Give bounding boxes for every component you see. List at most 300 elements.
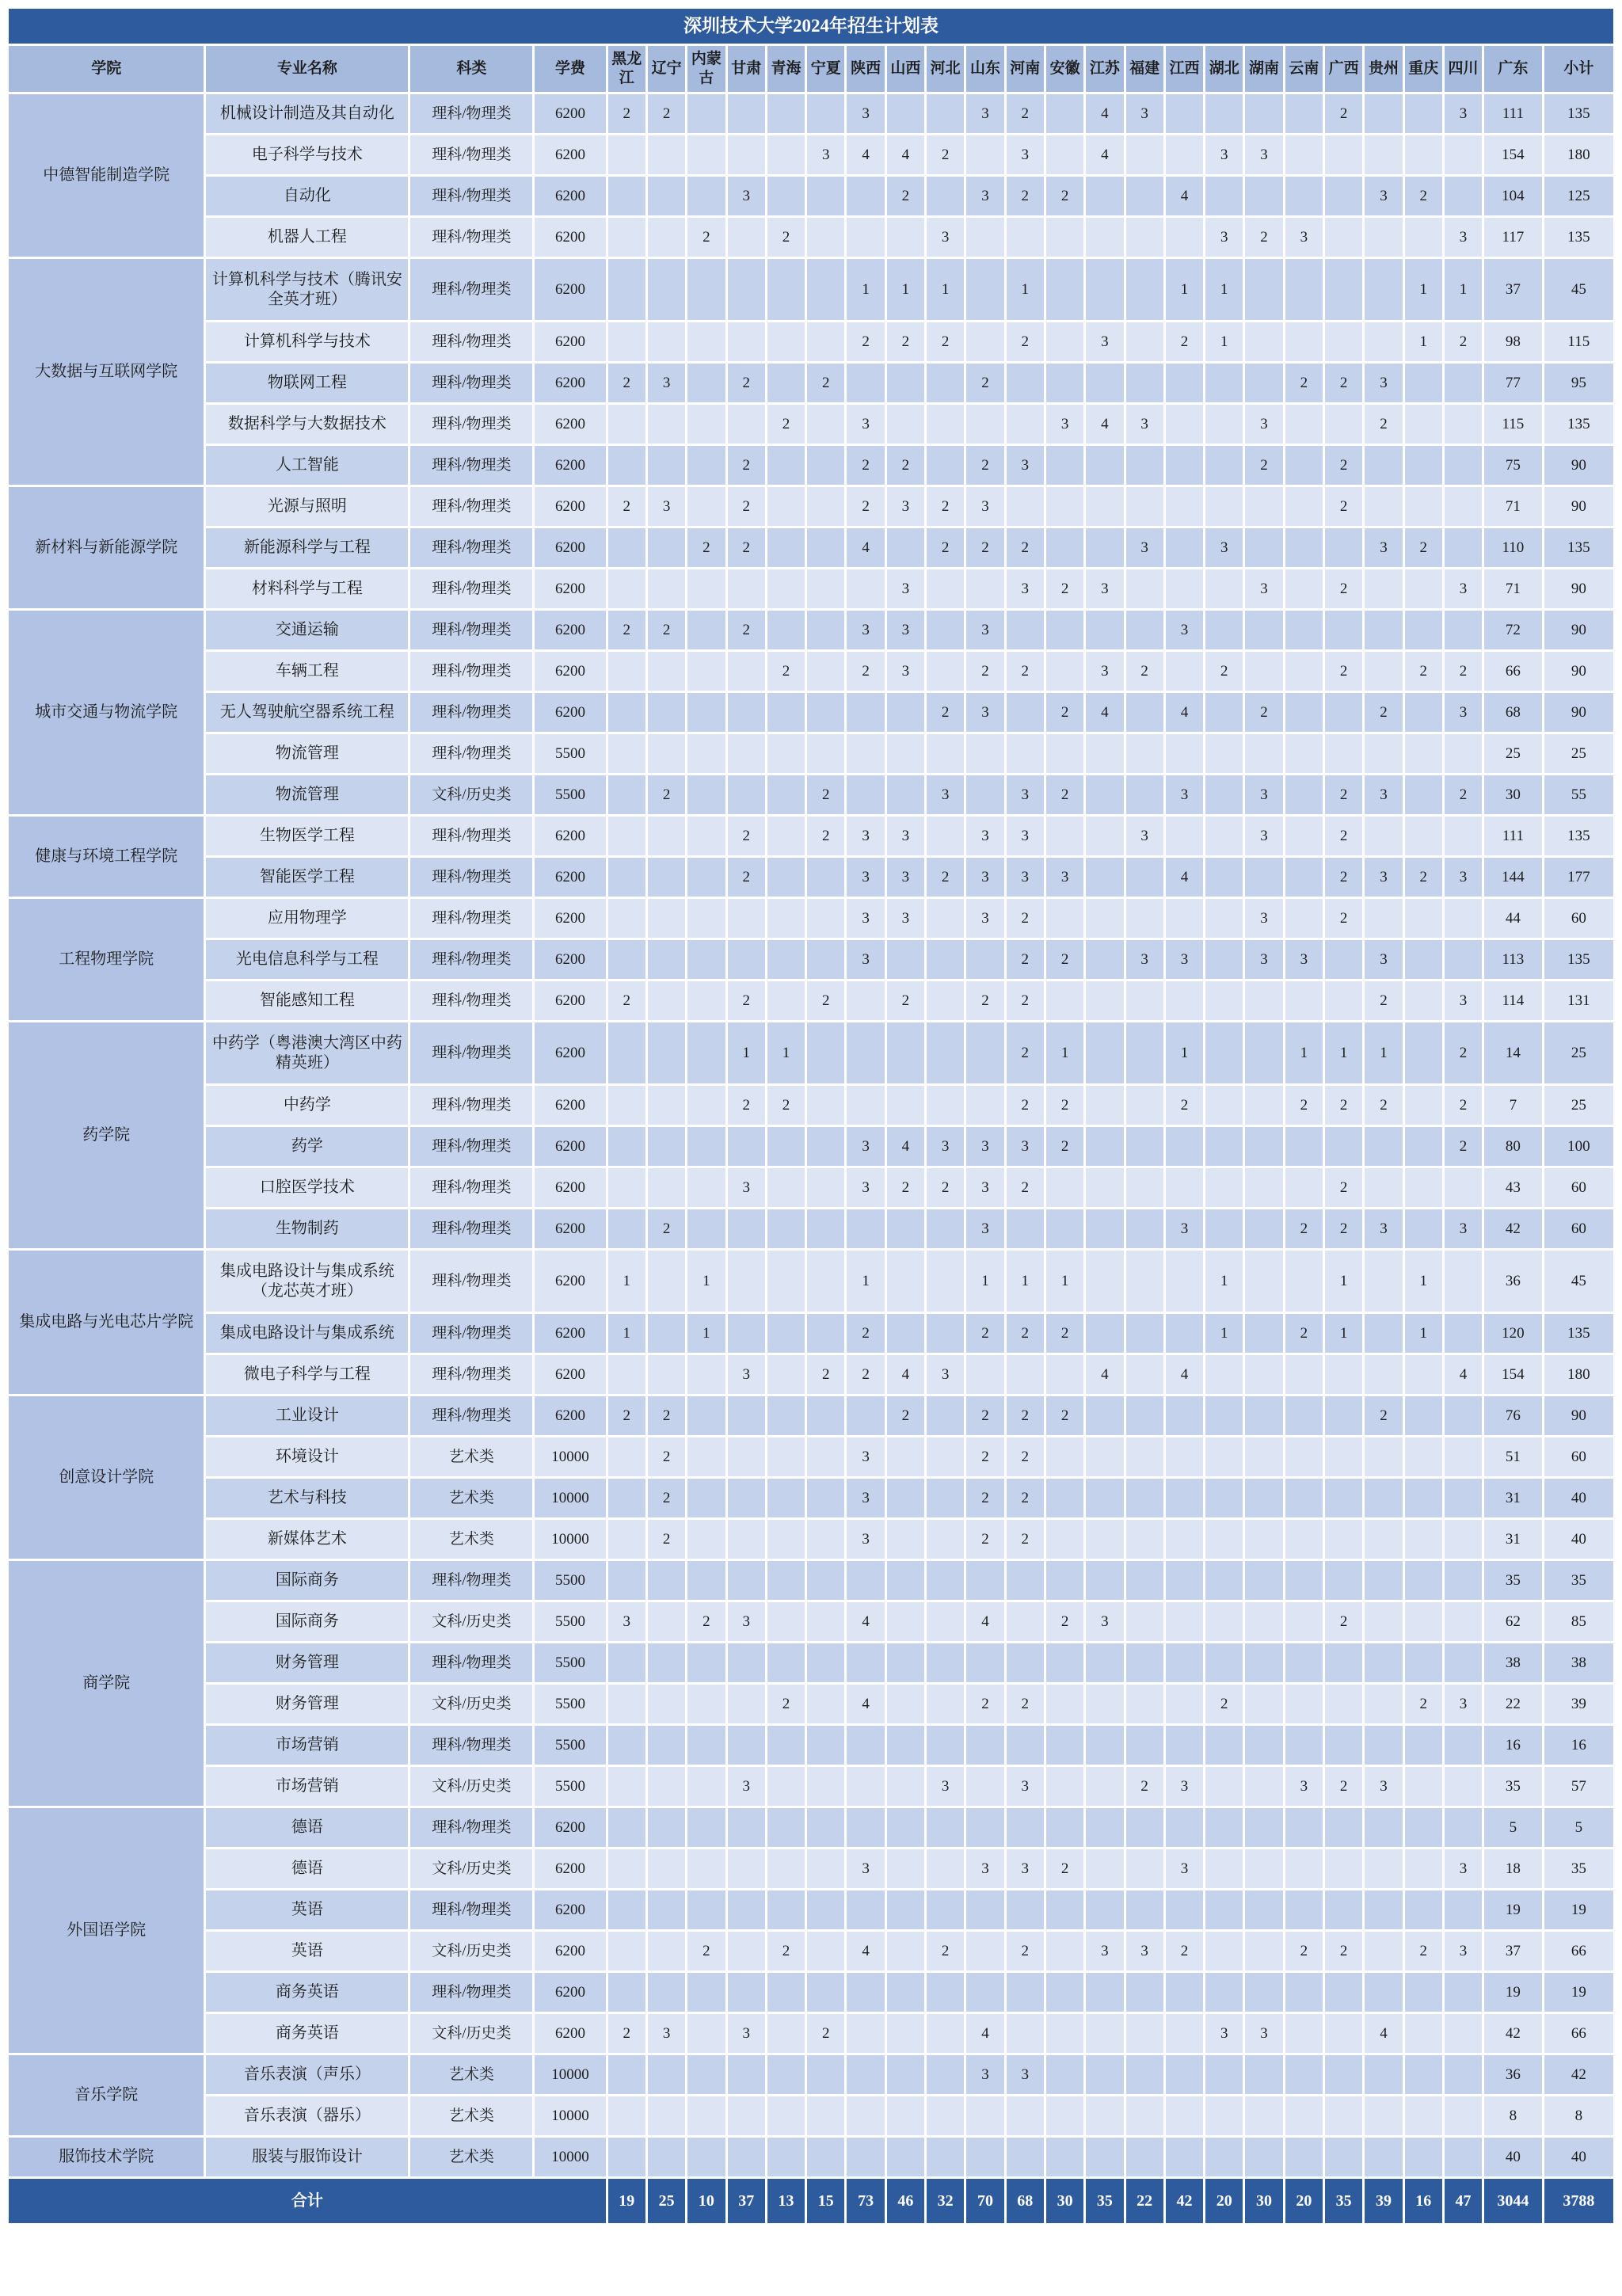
value-cell	[1085, 258, 1125, 322]
value-cell	[1085, 1395, 1125, 1437]
value-cell	[926, 1849, 965, 1890]
value-cell	[1205, 1725, 1244, 1766]
value-cell: 3	[1045, 404, 1084, 445]
value-cell	[806, 1807, 846, 1849]
value-cell: 2	[885, 445, 925, 486]
value-cell: 3	[965, 1167, 1005, 1209]
value-cell	[926, 569, 965, 610]
value-cell: 36	[1483, 1250, 1543, 1313]
value-cell: 3	[846, 93, 885, 135]
value-cell: 90	[1543, 692, 1614, 733]
total-label: 合计	[8, 2178, 607, 2225]
table-row	[8, 569, 1615, 610]
value-cell: 2	[1443, 775, 1483, 816]
value-cell: 110	[1483, 527, 1543, 569]
value-cell: 44	[1483, 898, 1543, 939]
value-cell	[1244, 322, 1284, 363]
value-cell	[1005, 404, 1045, 445]
value-cell	[766, 980, 805, 1022]
value-cell: 3	[1005, 816, 1045, 857]
value-cell: 3	[1244, 2013, 1284, 2054]
value-cell	[965, 258, 1005, 322]
value-cell	[1443, 486, 1483, 527]
major-cell: 艺术与科技	[205, 1478, 409, 1519]
value-cell	[1045, 898, 1084, 939]
category-cell: 理科/物理类	[409, 363, 534, 404]
value-cell: 98	[1483, 322, 1543, 363]
table-row	[8, 1643, 1615, 1684]
value-cell	[726, 1313, 766, 1354]
value-cell: 2	[1324, 445, 1364, 486]
value-cell	[1125, 610, 1164, 651]
value-cell	[1205, 569, 1244, 610]
value-cell: 4	[1085, 93, 1125, 135]
value-cell: 40	[1483, 2137, 1543, 2178]
value-cell	[1324, 2013, 1364, 2054]
value-cell: 2	[846, 1313, 885, 1354]
total-cell: 37	[726, 2178, 766, 2225]
value-cell	[687, 1972, 726, 2013]
value-cell	[1403, 1519, 1443, 1560]
value-cell	[1364, 445, 1403, 486]
value-cell	[1164, 816, 1204, 857]
value-cell	[726, 898, 766, 939]
major-cell: 英语	[205, 1890, 409, 1931]
value-cell: 1	[1284, 1022, 1323, 1085]
value-cell	[1364, 486, 1403, 527]
total-cell: 3788	[1543, 2178, 1614, 2225]
value-cell	[1125, 1437, 1164, 1478]
value-cell: 2	[1284, 1209, 1323, 1250]
value-cell	[1005, 1972, 1045, 2013]
value-cell	[1324, 1972, 1364, 2013]
value-cell	[926, 1684, 965, 1725]
value-cell: 2	[1324, 857, 1364, 898]
value-cell	[607, 775, 646, 816]
value-cell	[726, 2137, 766, 2178]
value-cell: 3	[846, 939, 885, 980]
value-cell	[646, 1167, 686, 1209]
value-cell	[766, 258, 805, 322]
value-cell: 3	[1244, 569, 1284, 610]
column-header: 四川	[1443, 45, 1483, 93]
value-cell	[926, 1478, 965, 1519]
value-cell	[1443, 2137, 1483, 2178]
value-cell: 135	[1543, 527, 1614, 569]
value-cell: 3	[1085, 1931, 1125, 1972]
table-row	[8, 1437, 1615, 1478]
major-cell: 药学	[205, 1126, 409, 1167]
tuition-cell: 5500	[534, 775, 607, 816]
category-cell: 理科/物理类	[409, 1807, 534, 1849]
value-cell	[1284, 258, 1323, 322]
value-cell: 19	[1543, 1972, 1614, 2013]
value-cell: 2	[1005, 651, 1045, 692]
value-cell: 60	[1543, 898, 1614, 939]
major-cell: 音乐表演（声乐）	[205, 2054, 409, 2096]
value-cell	[965, 135, 1005, 176]
value-cell	[1443, 939, 1483, 980]
tuition-cell: 10000	[534, 1519, 607, 1560]
value-cell: 60	[1543, 1437, 1614, 1478]
value-cell	[1045, 527, 1084, 569]
value-cell: 2	[726, 857, 766, 898]
value-cell	[1364, 733, 1403, 775]
category-cell: 理科/物理类	[409, 569, 534, 610]
value-cell	[1125, 2096, 1164, 2137]
value-cell	[1085, 1209, 1125, 1250]
value-cell	[1244, 2137, 1284, 2178]
value-cell	[1364, 1313, 1403, 1354]
value-cell: 2	[965, 527, 1005, 569]
category-cell: 理科/物理类	[409, 1890, 534, 1931]
value-cell	[1443, 1395, 1483, 1437]
value-cell	[646, 2137, 686, 2178]
value-cell: 2	[1005, 1684, 1045, 1725]
category-cell: 理科/物理类	[409, 1725, 534, 1766]
value-cell	[766, 2054, 805, 2096]
value-cell	[687, 1478, 726, 1519]
value-cell: 3	[1005, 1766, 1045, 1807]
value-cell: 2	[1324, 651, 1364, 692]
value-cell	[965, 1643, 1005, 1684]
value-cell: 2	[1164, 1931, 1204, 1972]
value-cell: 3	[726, 1354, 766, 1395]
major-cell: 机械设计制造及其自动化	[205, 93, 409, 135]
value-cell: 2	[926, 1167, 965, 1209]
value-cell	[965, 1085, 1005, 1126]
value-cell: 2	[1205, 651, 1244, 692]
value-cell: 3	[1125, 527, 1164, 569]
value-cell: 90	[1543, 610, 1614, 651]
value-cell	[1205, 1931, 1244, 1972]
value-cell	[687, 2137, 726, 2178]
value-cell	[1045, 1766, 1084, 1807]
value-cell	[965, 404, 1005, 445]
value-cell	[1244, 1972, 1284, 2013]
value-cell	[1005, 1890, 1045, 1931]
value-cell	[885, 1022, 925, 1085]
value-cell	[1324, 217, 1364, 258]
value-cell: 2	[646, 775, 686, 816]
value-cell: 2	[1324, 93, 1364, 135]
value-cell	[1403, 1560, 1443, 1601]
value-cell	[646, 733, 686, 775]
table-row	[8, 363, 1615, 404]
value-cell	[846, 363, 885, 404]
value-cell	[687, 1890, 726, 1931]
value-cell	[646, 939, 686, 980]
value-cell: 55	[1543, 775, 1614, 816]
value-cell	[1403, 1478, 1443, 1519]
table-row	[8, 692, 1615, 733]
category-cell: 文科/历史类	[409, 1766, 534, 1807]
value-cell	[1403, 1395, 1443, 1437]
value-cell: 25	[1543, 733, 1614, 775]
value-cell	[1125, 1209, 1164, 1250]
value-cell	[1403, 363, 1443, 404]
value-cell: 2	[965, 1395, 1005, 1437]
value-cell: 2	[846, 445, 885, 486]
value-cell: 3	[1164, 1209, 1204, 1250]
value-cell	[1205, 1519, 1244, 1560]
value-cell	[726, 775, 766, 816]
value-cell	[1364, 2137, 1403, 2178]
value-cell: 1	[1205, 1250, 1244, 1313]
value-cell	[1403, 1085, 1443, 1126]
value-cell	[646, 1560, 686, 1601]
value-cell	[607, 1126, 646, 1167]
value-cell: 2	[1364, 1085, 1403, 1126]
value-cell: 135	[1543, 816, 1614, 857]
value-cell: 113	[1483, 939, 1543, 980]
value-cell	[926, 176, 965, 217]
category-cell: 理科/物理类	[409, 651, 534, 692]
value-cell	[1403, 445, 1443, 486]
value-cell	[926, 404, 965, 445]
value-cell	[1045, 135, 1084, 176]
value-cell	[687, 898, 726, 939]
value-cell	[1045, 1890, 1084, 1931]
value-cell: 3	[726, 176, 766, 217]
value-cell: 2	[1045, 1126, 1084, 1167]
value-cell	[1205, 176, 1244, 217]
major-cell: 人工智能	[205, 445, 409, 486]
value-cell	[1284, 445, 1323, 486]
value-cell: 125	[1543, 176, 1614, 217]
value-cell	[1403, 898, 1443, 939]
value-cell	[1005, 1601, 1045, 1643]
value-cell	[1045, 1209, 1084, 1250]
tuition-cell: 6200	[534, 1807, 607, 1849]
value-cell	[965, 569, 1005, 610]
value-cell	[1324, 1354, 1364, 1395]
value-cell	[646, 1313, 686, 1354]
value-cell	[1125, 1167, 1164, 1209]
value-cell	[1205, 1395, 1244, 1437]
value-cell	[1205, 1167, 1244, 1209]
table-row	[8, 2096, 1615, 2137]
table-row	[8, 1209, 1615, 1250]
value-cell: 16	[1543, 1725, 1614, 1766]
table-row	[8, 93, 1615, 135]
value-cell	[726, 217, 766, 258]
value-cell	[806, 1167, 846, 1209]
value-cell	[846, 980, 885, 1022]
category-cell: 理科/物理类	[409, 733, 534, 775]
value-cell	[766, 1519, 805, 1560]
value-cell: 2	[646, 1437, 686, 1478]
value-cell	[726, 1807, 766, 1849]
major-cell: 英语	[205, 1931, 409, 1972]
value-cell	[1125, 363, 1164, 404]
value-cell: 1	[1045, 1022, 1084, 1085]
value-cell: 2	[1324, 1085, 1364, 1126]
value-cell	[1443, 2013, 1483, 2054]
value-cell: 72	[1483, 610, 1543, 651]
value-cell	[1164, 1126, 1204, 1167]
value-cell	[1403, 1849, 1443, 1890]
value-cell: 31	[1483, 1478, 1543, 1519]
value-cell	[806, 2137, 846, 2178]
value-cell	[885, 1890, 925, 1931]
value-cell: 3	[1005, 445, 1045, 486]
category-cell: 理科/物理类	[409, 1085, 534, 1126]
value-cell: 45	[1543, 258, 1614, 322]
value-cell: 2	[885, 1395, 925, 1437]
value-cell: 57	[1543, 1766, 1614, 1807]
value-cell: 4	[846, 1601, 885, 1643]
value-cell	[1005, 2013, 1045, 2054]
value-cell	[1164, 569, 1204, 610]
value-cell: 3	[965, 692, 1005, 733]
value-cell	[1443, 1890, 1483, 1931]
value-cell	[766, 692, 805, 733]
value-cell	[926, 610, 965, 651]
value-cell: 2	[1324, 1167, 1364, 1209]
value-cell: 2	[806, 775, 846, 816]
value-cell: 154	[1483, 135, 1543, 176]
value-cell	[687, 939, 726, 980]
value-cell	[1403, 2137, 1443, 2178]
value-cell: 1	[1205, 258, 1244, 322]
value-cell: 2	[1364, 692, 1403, 733]
value-cell: 3	[1125, 93, 1164, 135]
table-row	[8, 610, 1615, 651]
value-cell: 2	[766, 1684, 805, 1725]
value-cell	[1244, 980, 1284, 1022]
value-cell	[1403, 775, 1443, 816]
column-header: 小计	[1543, 45, 1614, 93]
value-cell	[1005, 2096, 1045, 2137]
value-cell: 2	[1443, 651, 1483, 692]
value-cell	[1125, 1725, 1164, 1766]
tuition-cell: 6200	[534, 527, 607, 569]
value-cell	[965, 1972, 1005, 2013]
value-cell	[1045, 1478, 1084, 1519]
tuition-cell: 6200	[534, 445, 607, 486]
table-row	[8, 404, 1615, 445]
value-cell	[965, 322, 1005, 363]
value-cell	[1045, 1167, 1084, 1209]
value-cell	[1125, 258, 1164, 322]
value-cell: 1	[726, 1022, 766, 1085]
value-cell	[1284, 775, 1323, 816]
value-cell: 2	[1125, 651, 1164, 692]
major-cell: 电子科学与技术	[205, 135, 409, 176]
value-cell	[1164, 1684, 1204, 1725]
value-cell	[1005, 1807, 1045, 1849]
tuition-cell: 6200	[534, 569, 607, 610]
value-cell	[846, 2013, 885, 2054]
value-cell	[687, 176, 726, 217]
value-cell	[1125, 1250, 1164, 1313]
value-cell	[687, 135, 726, 176]
column-header: 安徽	[1045, 45, 1084, 93]
value-cell	[766, 135, 805, 176]
value-cell	[1085, 176, 1125, 217]
value-cell: 2	[1045, 569, 1084, 610]
value-cell	[607, 404, 646, 445]
value-cell	[687, 857, 726, 898]
tuition-cell: 5500	[534, 1684, 607, 1725]
value-cell	[926, 1519, 965, 1560]
value-cell: 2	[607, 2013, 646, 2054]
value-cell	[1244, 1849, 1284, 1890]
value-cell: 3	[1164, 1766, 1204, 1807]
value-cell	[607, 1931, 646, 1972]
value-cell	[726, 692, 766, 733]
category-cell: 文科/历史类	[409, 1601, 534, 1643]
value-cell: 2	[1005, 939, 1045, 980]
value-cell	[1364, 569, 1403, 610]
value-cell	[607, 1085, 646, 1126]
value-cell: 3	[1284, 217, 1323, 258]
value-cell	[806, 1313, 846, 1354]
value-cell	[1005, 486, 1045, 527]
value-cell	[1125, 1126, 1164, 1167]
value-cell	[1403, 692, 1443, 733]
value-cell: 2	[1005, 527, 1045, 569]
value-cell	[1403, 1890, 1443, 1931]
value-cell	[926, 980, 965, 1022]
value-cell: 1	[1005, 258, 1045, 322]
value-cell	[1244, 1126, 1284, 1167]
college-cell: 工程物理学院	[8, 898, 205, 1022]
value-cell	[965, 1560, 1005, 1601]
value-cell: 2	[846, 651, 885, 692]
college-cell: 服饰技术学院	[8, 2137, 205, 2178]
value-cell	[646, 1022, 686, 1085]
value-cell	[646, 1126, 686, 1167]
value-cell	[1364, 1725, 1403, 1766]
value-cell	[1125, 775, 1164, 816]
value-cell: 2	[1005, 1519, 1045, 1560]
value-cell: 40	[1543, 2137, 1614, 2178]
value-cell	[1324, 1126, 1364, 1167]
value-cell: 2	[687, 1601, 726, 1643]
value-cell	[1125, 1022, 1164, 1085]
value-cell: 1	[766, 1022, 805, 1085]
category-cell: 理科/物理类	[409, 898, 534, 939]
value-cell	[1045, 445, 1084, 486]
value-cell	[607, 1519, 646, 1560]
major-cell: 财务管理	[205, 1643, 409, 1684]
value-cell	[1205, 775, 1244, 816]
value-cell	[1244, 1085, 1284, 1126]
value-cell	[766, 322, 805, 363]
tuition-cell: 6200	[534, 1250, 607, 1313]
value-cell	[646, 692, 686, 733]
column-header: 福建	[1125, 45, 1164, 93]
table-row	[8, 2137, 1615, 2178]
value-cell	[926, 733, 965, 775]
value-cell	[726, 1250, 766, 1313]
value-cell	[1205, 1126, 1244, 1167]
value-cell: 71	[1483, 569, 1543, 610]
value-cell	[885, 1601, 925, 1643]
value-cell: 2	[1324, 1209, 1364, 1250]
value-cell: 4	[846, 527, 885, 569]
value-cell	[1284, 1849, 1323, 1890]
major-cell: 国际商务	[205, 1560, 409, 1601]
category-cell: 理科/物理类	[409, 1972, 534, 2013]
value-cell: 3	[1164, 775, 1204, 816]
total-cell: 20	[1205, 2178, 1244, 2225]
value-cell: 3	[646, 486, 686, 527]
value-cell	[1085, 1126, 1125, 1167]
value-cell: 3	[846, 1478, 885, 1519]
